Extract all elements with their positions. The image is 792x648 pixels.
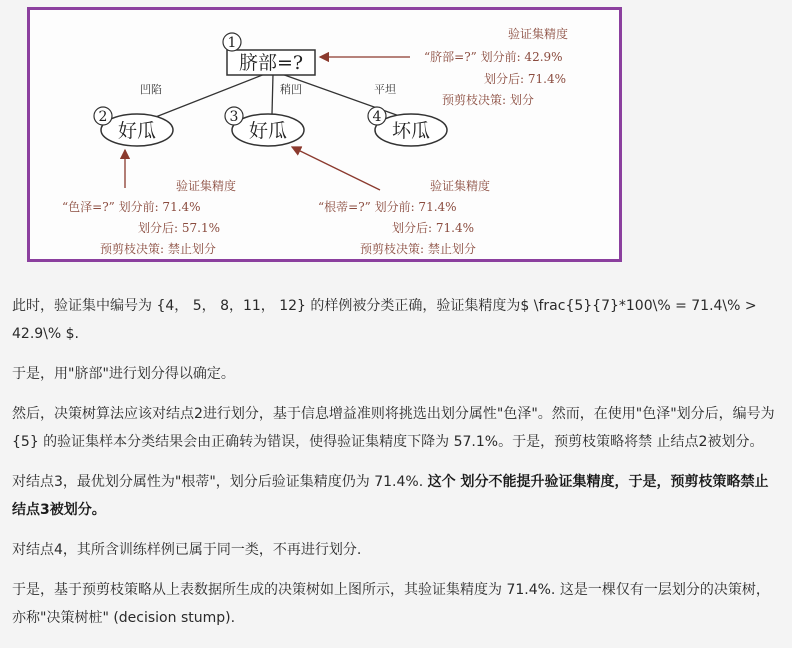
node-3-annotation-line2: 划分后: 71.4% bbox=[392, 221, 474, 235]
edge-label-left: 凹陷 bbox=[140, 83, 162, 96]
node-2-number: 2 bbox=[98, 109, 108, 125]
edge-label-right: 平坦 bbox=[374, 83, 396, 96]
decision-tree-figure bbox=[27, 7, 622, 262]
node-4-number: 4 bbox=[372, 109, 382, 125]
node-3-annotation-line1: “根蒂=?” 划分前: 71.4% bbox=[318, 200, 457, 214]
node-3-label: 好瓜 bbox=[248, 120, 288, 142]
node-3-annotation-title: 验证集精度 bbox=[430, 179, 491, 193]
edge-label-middle: 稍凹 bbox=[280, 83, 302, 96]
decision-tree-diagram bbox=[30, 10, 619, 259]
root-annotation-line2: 划分后: 71.4% bbox=[484, 72, 566, 86]
node-2-annotation-line2: 划分后: 57.1% bbox=[138, 221, 220, 235]
node-3-number: 3 bbox=[229, 109, 239, 125]
paragraph-node-3-text: 对结点3，最优划分属性为"根蒂"，划分后验证集精度仍为 71.4%. bbox=[12, 474, 428, 490]
paragraph-node-4: 对结点4，其所含训练样例已属于同一类，不再进行划分. bbox=[12, 542, 362, 558]
node-2-annotation-title: 验证集精度 bbox=[176, 179, 237, 193]
edge-line-middle bbox=[272, 74, 273, 114]
root-annotation-line3: 预剪枝决策: 划分 bbox=[442, 93, 534, 107]
paragraph-node-3 bbox=[12, 468, 777, 524]
root-annotation-title: 验证集精度 bbox=[508, 27, 569, 41]
article-body bbox=[12, 292, 777, 644]
edge-line-left bbox=[148, 72, 270, 120]
paragraph-conclusion: 于是，基于预剪枝策略从上表数据所生成的决策树如上图所示，其验证集精度为 71.4%. 这是一棵仅有一层划分的决策树，亦称"决策树桩" (decision stump). bbox=[12, 582, 770, 626]
root-node-number: 1 bbox=[227, 35, 237, 51]
root-node-label: 脐部=? bbox=[238, 52, 304, 74]
node-2-annotation-line1: “色泽=?” 划分前: 71.4% bbox=[62, 200, 201, 214]
paragraph-node-3-emphasis: 这个 划分不能提升验证集精度，于是，预剪枝策略禁止结点3被划分。 bbox=[12, 474, 769, 518]
node-3-annotation-arrow bbox=[292, 147, 380, 190]
node-2-label: 好瓜 bbox=[117, 120, 157, 142]
node-3-annotation-line3: 预剪枝决策: 禁止划分 bbox=[360, 242, 476, 256]
root-annotation-line1: “脐部=?” 划分前: 42.9% bbox=[424, 50, 563, 64]
paragraph-split-confirmed: 于是，用"脐部"进行划分得以确定。 bbox=[12, 366, 235, 382]
paragraph-accuracy: 此时，验证集中编号为 {4， 5， 8，11， 12} 的样例被分类正确，验证集精度为$ \frac{5}{7}*100\% = 71.4\% > 42.9\% $. bbox=[12, 298, 757, 342]
paragraph-node-2: 然后，决策树算法应该对结点2进行划分，基于信息增益准则将挑选出划分属性"色泽"。然而，在使用"色泽"划分后，编号为 {5} 的验证集样本分类结果会由正确转为错误，使得验证集精度下降为 57.1%。于是，预剪枝策略将禁 止结点2被划分。 bbox=[12, 406, 775, 450]
node-2-annotation-line3: 预剪枝决策: 禁止划分 bbox=[100, 242, 216, 256]
node-4-label: 坏瓜 bbox=[391, 120, 431, 142]
